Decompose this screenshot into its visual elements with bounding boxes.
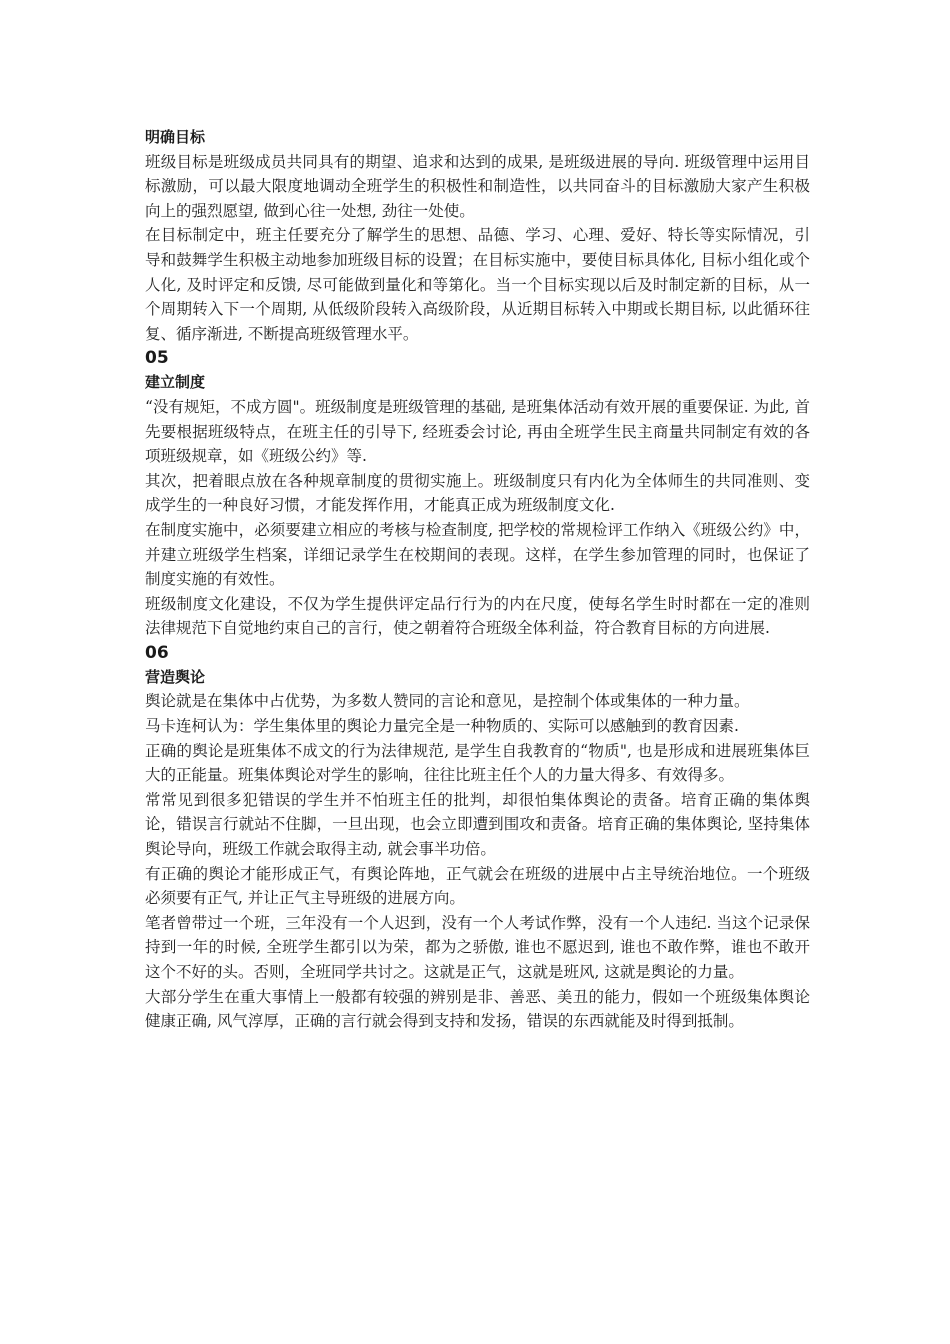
section-number: 06 <box>145 642 169 663</box>
paragraph: 其次，把着眼点放在各种规章制度的贯彻实施上。班级制度只有内化为全体师生的共同准则、变成学生的一种良好习惯，才能发挥作用，才能真正成为班级制度文化. <box>145 471 810 515</box>
section-public-opinion <box>145 641 810 1034</box>
paragraph: 在制度实施中，必须要建立相应的考核与检查制度, 把学校的常规检评工作纳入《班级公约》中，并建立班级学生档案，详细记录学生在校期间的表现。这样，在学生参加管理的同时，也保证了制度实施的有效性。 <box>145 520 810 589</box>
paragraph: 舆论就是在集体中占优势，为多数人赞同的言论和意见，是控制个体或集体的一种力量。 <box>145 692 750 711</box>
paragraph: 班级制度文化建设，不仅为学生提供评定品行行为的内在尺度，使每名学生时时都在一定的准则法律规范下自觉地约束自己的言行，使之朝着符合班级全体利益，符合教育目标的方向进展. <box>145 594 810 638</box>
paragraph: 班级目标是班级成员共同具有的期望、追求和达到的成果, 是班级进展的导向. 班级管理中运用目标激励，可以最大限度地调动全班学生的积极性和制造性，以共同奋斗的目标激励大家产生积极向上的强烈愿望, 做到心往一处想, 劲往一处使。 <box>145 152 810 220</box>
paragraph: 常常见到很多犯错误的学生并不怕班主任的批判，却很怕集体舆论的责备。培育正确的集体舆论，错误言行就站不住脚，一旦出现，也会立即遭到围攻和责备。培育正确的集体舆论, 坚持集体舆论导向，班级工作就会取得主动, 就会事半功倍。 <box>145 790 810 859</box>
paragraph: 有正确的舆论才能形成正气，有舆论阵地，正气就会在班级的进展中占主导统治地位。一个班级必须要有正气, 并让正气主导班级的进展方向。 <box>145 864 810 908</box>
section-rules <box>145 346 810 641</box>
section-heading: 建立制度 <box>145 373 206 392</box>
paragraph: 在目标制定中，班主任要充分了解学生的思想、品德、学习、心理、爱好、特长等实际情况，引导和鼓舞学生积极主动地参加班级目标的设置；在目标实施中，要使目标具体化, 目标小组化或个人化, 及时评定和反馈, 尽可能做到量化和等第化。当一个目标实现以后及时制定新的目标，从一个周期转入下一个周期, 从低级阶段转入高级阶段，从近期目标转入中期或长期目标, 以此循环往复、循序渐进, 不断提高班级管理水平。 <box>145 226 810 343</box>
paragraph: 大部分学生在重大事情上一般都有较强的辨别是非、善恶、美丑的能力，假如一个班级集体舆论健康正确, 风气淳厚，正确的言行就会得到支持和发扬，错误的东西就能及时得到抵制。 <box>145 987 810 1031</box>
paragraph: 正确的舆论是班集体不成文的行为法律规范, 是学生自我教育的“物质", 也是形成和进展班集体巨大的正能量。班集体舆论对学生的影响，往往比班主任个人的力量大得多、有效得多。 <box>145 741 810 785</box>
paragraph: 笔者曾带过一个班，三年没有一个人迟到，没有一个人考试作弊，没有一个人违纪. 当这个记录保持到一年的时候, 全班学生都引以为荣，都为之骄傲, 谁也不愿迟到, 谁也不敢作弊，谁也不敢开这个不好的头。否则，全班同学共讨之。这就是正气，这就是班风, 这就是舆论的力量。 <box>145 913 810 981</box>
paragraph: “没有规矩，不成方圆"。班级制度是班级管理的基础, 是班集体活动有效开展的重要保证. 为此, 首先要根据班级特点，在班主任的引导下, 经班委会讨论, 再由全班学生民主商量共同制定有效的各项班级规章，如《班级公约》等. <box>145 397 810 466</box>
section-heading: 明确目标 <box>145 128 206 146</box>
section-heading: 营造舆论 <box>145 667 206 686</box>
document-body <box>145 125 810 1034</box>
section-goals <box>145 125 810 346</box>
section-number: 05 <box>145 348 169 369</box>
paragraph: 马卡连柯认为：学生集体里的舆论力量完全是一种物质的、实际可以感触到的教育因素. <box>145 717 739 736</box>
